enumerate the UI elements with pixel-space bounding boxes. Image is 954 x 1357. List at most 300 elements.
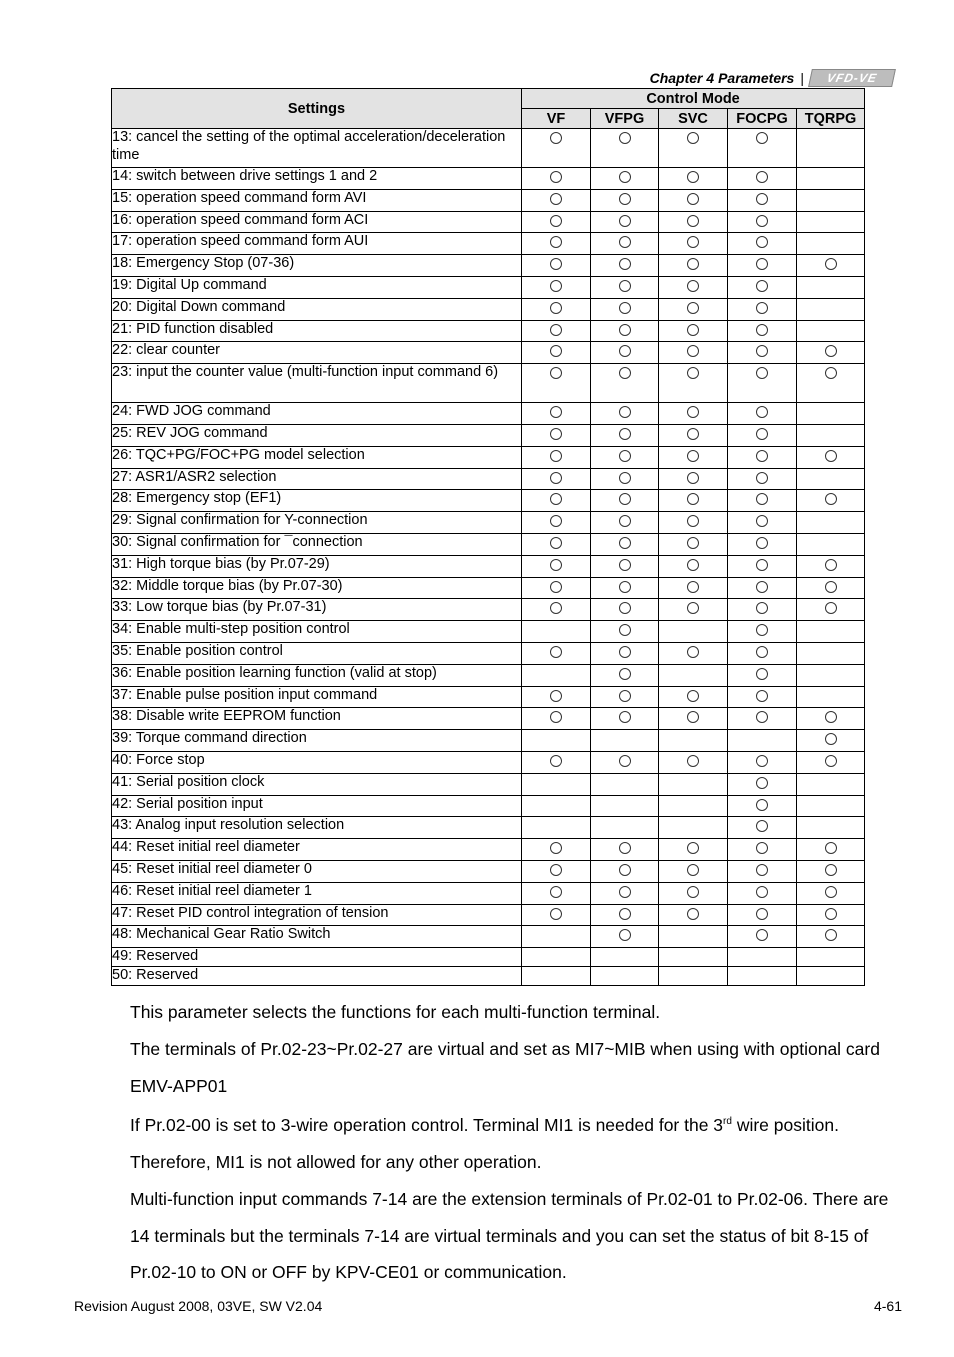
supported-circle-icon	[687, 171, 699, 183]
footer-revision: Revision August 2008, 03VE, SW V2.04	[74, 1298, 323, 1314]
mode-cell-tqrpg	[797, 817, 865, 839]
mode-cell-tqrpg	[797, 168, 865, 190]
mode-cell-svc	[659, 839, 728, 861]
supported-circle-icon	[619, 624, 631, 636]
mode-cell-vf	[522, 298, 591, 320]
supported-circle-icon	[825, 367, 837, 379]
supported-circle-icon	[687, 581, 699, 593]
supported-circle-icon	[825, 345, 837, 357]
mode-cell-vf	[522, 817, 591, 839]
supported-circle-icon	[825, 733, 837, 745]
mode-cell-focpg	[728, 446, 797, 468]
setting-label: 37: Enable pulse position input command	[112, 686, 522, 708]
mode-cell-tqrpg	[797, 882, 865, 904]
footer-page-number: 4-61	[873, 1298, 902, 1314]
mode-cell-vf	[522, 533, 591, 555]
mode-cell-tqrpg	[797, 926, 865, 948]
mode-cell-vf	[522, 599, 591, 621]
supported-circle-icon	[619, 886, 631, 898]
supported-circle-icon	[756, 820, 768, 832]
supported-circle-icon	[756, 602, 768, 614]
supported-circle-icon	[756, 324, 768, 336]
table-row	[112, 468, 865, 490]
supported-circle-icon	[756, 406, 768, 418]
mode-cell-tqrpg	[797, 642, 865, 664]
supported-circle-icon	[550, 302, 562, 314]
note-text: This parameter selects the functions for each multi-function terminal.	[130, 1002, 661, 1022]
setting-label: 42: Serial position input	[112, 795, 522, 817]
supported-circle-icon	[550, 690, 562, 702]
table-row	[112, 795, 865, 817]
setting-label: 32: Middle torque bias (by Pr.07-30)	[112, 577, 522, 599]
setting-label: 36: Enable position learning function (valid at stop)	[112, 664, 522, 686]
supported-circle-icon	[550, 324, 562, 336]
notes-section	[74, 994, 904, 1291]
mode-cell-vfpg	[591, 817, 659, 839]
mode-cell-vf	[522, 211, 591, 233]
supported-circle-icon	[619, 646, 631, 658]
setting-label: 30: Signal confirmation for ¯connection	[112, 533, 522, 555]
mode-cell-vfpg	[591, 446, 659, 468]
mode-cell-svc	[659, 298, 728, 320]
setting-label: 47: Reset PID control integration of tension	[112, 904, 522, 926]
mode-cell-vf	[522, 904, 591, 926]
supported-circle-icon	[619, 406, 631, 418]
setting-label: 17: operation speed command form AUI	[112, 233, 522, 255]
supported-circle-icon	[619, 215, 631, 227]
mode-cell-svc	[659, 276, 728, 298]
supported-circle-icon	[687, 302, 699, 314]
supported-circle-icon	[687, 280, 699, 292]
setting-label: 34: Enable multi-step position control	[112, 621, 522, 643]
supported-circle-icon	[687, 324, 699, 336]
supported-circle-icon	[619, 236, 631, 248]
supported-circle-icon	[825, 602, 837, 614]
mode-cell-vfpg	[591, 664, 659, 686]
table-row	[112, 555, 865, 577]
supported-circle-icon	[756, 171, 768, 183]
mode-cell-focpg	[728, 298, 797, 320]
mode-cell-focpg	[728, 773, 797, 795]
supported-circle-icon	[825, 908, 837, 920]
mode-cell-svc	[659, 882, 728, 904]
setting-label: 31: High torque bias (by Pr.07-29)	[112, 555, 522, 577]
mode-cell-vf	[522, 512, 591, 534]
setting-label: 16: operation speed command form ACI	[112, 211, 522, 233]
mode-cell-tqrpg	[797, 773, 865, 795]
mode-cell-focpg	[728, 904, 797, 926]
note-item	[74, 1181, 904, 1291]
supported-circle-icon	[619, 559, 631, 571]
mode-cell-svc	[659, 773, 728, 795]
setting-label: 41: Serial position clock	[112, 773, 522, 795]
table-row	[112, 967, 865, 986]
supported-circle-icon	[619, 450, 631, 462]
setting-label: 43: Analog input resolution selection	[112, 817, 522, 839]
table-row	[112, 839, 865, 861]
mode-cell-vfpg	[591, 129, 659, 168]
table-body	[112, 129, 865, 986]
mode-header-vfpg: VFPG	[591, 109, 659, 129]
mode-cell-tqrpg	[797, 621, 865, 643]
mode-cell-svc	[659, 926, 728, 948]
mode-cell-svc	[659, 255, 728, 277]
setting-label: 49: Reserved	[112, 948, 522, 967]
mode-cell-focpg	[728, 533, 797, 555]
supported-circle-icon	[550, 842, 562, 854]
mode-cell-svc	[659, 664, 728, 686]
supported-circle-icon	[825, 755, 837, 767]
table-row	[112, 255, 865, 277]
mode-cell-vfpg	[591, 882, 659, 904]
mode-cell-focpg	[728, 424, 797, 446]
mode-cell-vf	[522, 708, 591, 730]
supported-circle-icon	[756, 711, 768, 723]
supported-circle-icon	[687, 886, 699, 898]
table-row	[112, 882, 865, 904]
mode-header-svc: SVC	[659, 109, 728, 129]
mode-cell-vf	[522, 926, 591, 948]
supported-circle-icon	[619, 929, 631, 941]
supported-circle-icon	[619, 842, 631, 854]
supported-circle-icon	[687, 537, 699, 549]
header-separator: |	[800, 70, 804, 86]
supported-circle-icon	[756, 668, 768, 680]
mode-cell-tqrpg	[797, 512, 865, 534]
table-row	[112, 211, 865, 233]
mode-cell-vf	[522, 320, 591, 342]
supported-circle-icon	[756, 215, 768, 227]
note-text-before: If Pr.02-00 is set to 3-wire operation control. Terminal MI1 is needed for the 3	[130, 1115, 724, 1136]
mode-cell-svc	[659, 129, 728, 168]
mode-cell-tqrpg	[797, 490, 865, 512]
mode-cell-focpg	[728, 403, 797, 425]
mode-cell-focpg	[728, 189, 797, 211]
table-row	[112, 599, 865, 621]
supported-circle-icon	[756, 537, 768, 549]
mode-cell-vfpg	[591, 730, 659, 752]
mode-cell-vfpg	[591, 233, 659, 255]
setting-label: 28: Emergency stop (EF1)	[112, 490, 522, 512]
supported-circle-icon	[687, 690, 699, 702]
supported-circle-icon	[687, 193, 699, 205]
mode-cell-tqrpg	[797, 298, 865, 320]
supported-circle-icon	[619, 864, 631, 876]
table-row	[112, 342, 865, 364]
setting-label: 27: ASR1/ASR2 selection	[112, 468, 522, 490]
mode-cell-tqrpg	[797, 577, 865, 599]
supported-circle-icon	[687, 236, 699, 248]
setting-label: 20: Digital Down command	[112, 298, 522, 320]
control-mode-header: Control Mode	[522, 89, 865, 109]
mode-cell-vf	[522, 642, 591, 664]
mode-cell-vfpg	[591, 189, 659, 211]
supported-circle-icon	[619, 171, 631, 183]
supported-circle-icon	[687, 493, 699, 505]
mode-cell-tqrpg	[797, 424, 865, 446]
note-text-after: wire position. Therefore, MI1 is not allowed for any other operation.	[130, 1115, 839, 1173]
mode-cell-focpg	[728, 860, 797, 882]
table-row	[112, 664, 865, 686]
supported-circle-icon	[550, 171, 562, 183]
supported-circle-icon	[619, 668, 631, 680]
mode-cell-vfpg	[591, 904, 659, 926]
table-row	[112, 860, 865, 882]
supported-circle-icon	[619, 515, 631, 527]
mode-cell-tqrpg	[797, 948, 865, 967]
mode-cell-focpg	[728, 320, 797, 342]
mode-cell-svc	[659, 621, 728, 643]
mode-cell-tqrpg	[797, 320, 865, 342]
mode-cell-tqrpg	[797, 599, 865, 621]
mode-cell-vfpg	[591, 468, 659, 490]
supported-circle-icon	[687, 258, 699, 270]
supported-circle-icon	[687, 367, 699, 379]
mode-cell-tqrpg	[797, 730, 865, 752]
mode-cell-vf	[522, 424, 591, 446]
mode-cell-svc	[659, 708, 728, 730]
mode-cell-svc	[659, 730, 728, 752]
supported-circle-icon	[756, 367, 768, 379]
supported-circle-icon	[619, 428, 631, 440]
mode-cell-vf	[522, 129, 591, 168]
table-row	[112, 320, 865, 342]
mode-cell-svc	[659, 599, 728, 621]
supported-circle-icon	[550, 193, 562, 205]
setting-label: 14: switch between drive settings 1 and 2	[112, 168, 522, 190]
mode-cell-vfpg	[591, 320, 659, 342]
mode-cell-vfpg	[591, 255, 659, 277]
mode-cell-svc	[659, 967, 728, 986]
supported-circle-icon	[550, 711, 562, 723]
supported-circle-icon	[756, 493, 768, 505]
mode-cell-focpg	[728, 129, 797, 168]
mode-cell-vfpg	[591, 860, 659, 882]
mode-cell-svc	[659, 795, 728, 817]
supported-circle-icon	[619, 132, 631, 144]
chapter-title: Chapter 4 Parameters	[649, 70, 795, 86]
table-row	[112, 730, 865, 752]
supported-circle-icon	[619, 755, 631, 767]
supported-circle-icon	[756, 581, 768, 593]
mode-cell-tqrpg	[797, 686, 865, 708]
supported-circle-icon	[756, 132, 768, 144]
supported-circle-icon	[756, 755, 768, 767]
mode-cell-tqrpg	[797, 129, 865, 168]
mode-cell-vf	[522, 189, 591, 211]
supported-circle-icon	[550, 236, 562, 248]
setting-label: 35: Enable position control	[112, 642, 522, 664]
mode-cell-focpg	[728, 751, 797, 773]
mode-cell-vfpg	[591, 403, 659, 425]
note-item	[74, 1031, 904, 1105]
mode-cell-vf	[522, 233, 591, 255]
setting-label: 38: Disable write EEPROM function	[112, 708, 522, 730]
table-row	[112, 446, 865, 468]
mode-cell-focpg	[728, 276, 797, 298]
supported-circle-icon	[687, 515, 699, 527]
mode-cell-focpg	[728, 795, 797, 817]
setting-label: 46: Reset initial reel diameter 1	[112, 882, 522, 904]
supported-circle-icon	[619, 711, 631, 723]
mode-cell-svc	[659, 233, 728, 255]
mode-cell-focpg	[728, 664, 797, 686]
supported-circle-icon	[619, 581, 631, 593]
mode-cell-vf	[522, 751, 591, 773]
supported-circle-icon	[550, 345, 562, 357]
mode-cell-tqrpg	[797, 533, 865, 555]
setting-label: 33: Low torque bias (by Pr.07-31)	[112, 599, 522, 621]
setting-label: 22: clear counter	[112, 342, 522, 364]
supported-circle-icon	[825, 842, 837, 854]
mode-cell-svc	[659, 168, 728, 190]
setting-label: 19: Digital Up command	[112, 276, 522, 298]
setting-label: 15: operation speed command form AVI	[112, 189, 522, 211]
supported-circle-icon	[825, 929, 837, 941]
mode-cell-svc	[659, 446, 728, 468]
setting-label: 25: REV JOG command	[112, 424, 522, 446]
mode-cell-svc	[659, 512, 728, 534]
mode-cell-tqrpg	[797, 276, 865, 298]
mode-cell-tqrpg	[797, 839, 865, 861]
supported-circle-icon	[687, 345, 699, 357]
supported-circle-icon	[550, 132, 562, 144]
mode-cell-svc	[659, 948, 728, 967]
mode-cell-vf	[522, 168, 591, 190]
mode-cell-tqrpg	[797, 904, 865, 926]
mode-cell-tqrpg	[797, 189, 865, 211]
mode-cell-vfpg	[591, 642, 659, 664]
table-row	[112, 403, 865, 425]
supported-circle-icon	[550, 450, 562, 462]
setting-label: 29: Signal confirmation for Y-connection	[112, 512, 522, 534]
mode-cell-svc	[659, 577, 728, 599]
mode-cell-focpg	[728, 468, 797, 490]
mode-cell-vfpg	[591, 168, 659, 190]
mode-cell-tqrpg	[797, 446, 865, 468]
supported-circle-icon	[756, 842, 768, 854]
mode-cell-focpg	[728, 839, 797, 861]
mode-cell-svc	[659, 424, 728, 446]
mode-cell-focpg	[728, 555, 797, 577]
mode-cell-vfpg	[591, 839, 659, 861]
mode-cell-focpg	[728, 642, 797, 664]
mode-cell-vfpg	[591, 621, 659, 643]
setting-label: 13: cancel the setting of the optimal acceleration/deceleration time	[112, 129, 522, 168]
supported-circle-icon	[619, 493, 631, 505]
supported-circle-icon	[619, 258, 631, 270]
supported-circle-icon	[550, 367, 562, 379]
supported-circle-icon	[550, 472, 562, 484]
supported-circle-icon	[756, 559, 768, 571]
setting-label: 39: Torque command direction	[112, 730, 522, 752]
mode-cell-focpg	[728, 967, 797, 986]
supported-circle-icon	[550, 559, 562, 571]
book-icon	[74, 1031, 130, 1105]
table-row	[112, 424, 865, 446]
table-row	[112, 168, 865, 190]
supported-circle-icon	[825, 581, 837, 593]
supported-circle-icon	[756, 799, 768, 811]
mode-cell-vf	[522, 276, 591, 298]
setting-label: 23: input the counter value (multi-function input command 6)	[112, 364, 522, 403]
mode-cell-tqrpg	[797, 468, 865, 490]
table-row	[112, 533, 865, 555]
mode-cell-focpg	[728, 168, 797, 190]
supported-circle-icon	[619, 472, 631, 484]
mode-cell-tqrpg	[797, 664, 865, 686]
supported-circle-icon	[550, 755, 562, 767]
mode-cell-tqrpg	[797, 342, 865, 364]
table-row	[112, 298, 865, 320]
mode-cell-vf	[522, 773, 591, 795]
supported-circle-icon	[550, 537, 562, 549]
mode-cell-tqrpg	[797, 860, 865, 882]
setting-label: 50: Reserved	[112, 967, 522, 986]
mode-cell-vfpg	[591, 211, 659, 233]
supported-circle-icon	[756, 777, 768, 789]
table-row	[112, 577, 865, 599]
mode-cell-vfpg	[591, 533, 659, 555]
mode-cell-vfpg	[591, 773, 659, 795]
mode-cell-vfpg	[591, 577, 659, 599]
supported-circle-icon	[825, 711, 837, 723]
setting-label: 18: Emergency Stop (07-36)	[112, 255, 522, 277]
note-superscript: rd	[723, 1116, 732, 1128]
supported-circle-icon	[550, 581, 562, 593]
supported-circle-icon	[550, 280, 562, 292]
book-icon	[74, 1181, 130, 1291]
mode-cell-vfpg	[591, 512, 659, 534]
supported-circle-icon	[687, 908, 699, 920]
mode-cell-tqrpg	[797, 555, 865, 577]
mode-header-vf: VF	[522, 109, 591, 129]
mode-cell-vf	[522, 342, 591, 364]
supported-circle-icon	[756, 472, 768, 484]
mode-cell-focpg	[728, 211, 797, 233]
mode-cell-svc	[659, 904, 728, 926]
table-row	[112, 642, 865, 664]
mode-cell-vfpg	[591, 686, 659, 708]
supported-circle-icon	[687, 472, 699, 484]
mode-cell-vfpg	[591, 298, 659, 320]
vfd-ve-logo: VFD-VE	[808, 69, 896, 87]
mode-cell-tqrpg	[797, 795, 865, 817]
mode-header-focpg: FOCPG	[728, 109, 797, 129]
table-row	[112, 773, 865, 795]
mode-cell-vfpg	[591, 364, 659, 403]
note-text: Multi-function input commands 7-14 are the extension terminals of Pr.02-01 to Pr.02-06. There are 14 terminals but the terminals 7-14 are virtual terminals and you can set the status of bit 8-15 of Pr.02-10 to ON or OFF by KPV-CE01 or communication.	[130, 1188, 889, 1283]
mode-cell-svc	[659, 860, 728, 882]
setting-label: 40: Force stop	[112, 751, 522, 773]
mode-cell-vf	[522, 468, 591, 490]
supported-circle-icon	[550, 602, 562, 614]
table-row	[112, 926, 865, 948]
book-icon	[74, 1104, 130, 1180]
mode-cell-focpg	[728, 577, 797, 599]
supported-circle-icon	[756, 624, 768, 636]
supported-circle-icon	[550, 886, 562, 898]
mode-cell-vf	[522, 948, 591, 967]
mode-cell-focpg	[728, 926, 797, 948]
mode-cell-vf	[522, 967, 591, 986]
setting-label: 48: Mechanical Gear Ratio Switch	[112, 926, 522, 948]
table-row	[112, 686, 865, 708]
supported-circle-icon	[756, 258, 768, 270]
supported-circle-icon	[687, 428, 699, 440]
mode-cell-focpg	[728, 621, 797, 643]
supported-circle-icon	[550, 258, 562, 270]
